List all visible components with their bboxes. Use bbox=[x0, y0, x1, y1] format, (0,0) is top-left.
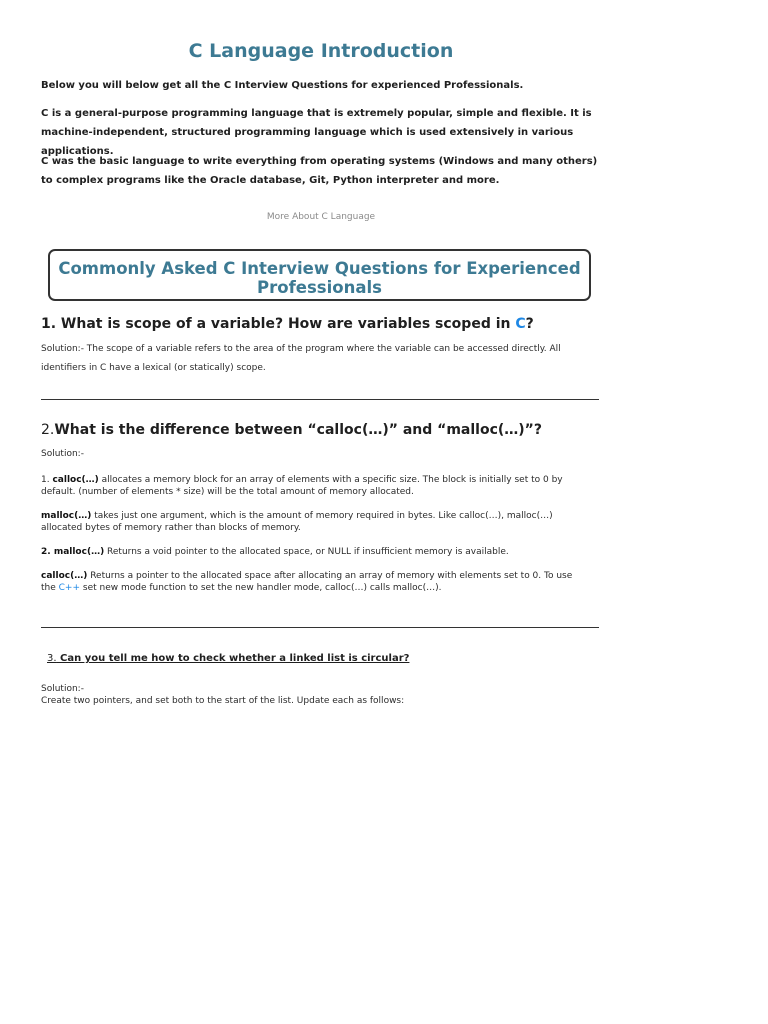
question-1-solution: Solution:- The scope of a variable refers to the area of the program where the variable can be accessed directly. All identifiers in C have a lexical (or statically) scope. bbox=[41, 344, 561, 373]
question-1-end: ? bbox=[525, 316, 534, 332]
divider-1 bbox=[41, 399, 599, 400]
calloc-returns-text-b: set new mode function to set the new handler mode, calloc(…) calls malloc(…). bbox=[80, 583, 442, 593]
cpp-link[interactable]: C++ bbox=[58, 583, 81, 593]
intro-paragraph-1: Below you will below get all the C Interview Questions for experienced Professionals. bbox=[41, 80, 524, 91]
question-3-solution-text: Create two pointers, and set both to the start of the list. Update each as follows: bbox=[41, 696, 405, 706]
intro-paragraph-2: C is a general-purpose programming language that is extremely popular, simple and flexible. It is machine-independent, structured programming language which is used extensively in various applications. bbox=[41, 108, 592, 157]
malloc-description bbox=[41, 510, 586, 534]
malloc-text: takes just one argument, which is the amount of memory required in bytes. Like calloc(…), malloc(…) allocated bytes of memory rather than blocks of memory. bbox=[41, 511, 553, 533]
question-3-solution-label: Solution:- bbox=[41, 684, 84, 694]
calloc-text: allocates a memory block for an array of elements with a specific size. The block is initially set to 0 by default. (number of elements * size) will be the total amount of memory allocated. bbox=[41, 475, 563, 497]
malloc-term: malloc(…) bbox=[41, 511, 92, 521]
question-1-heading bbox=[41, 316, 611, 332]
more-about-c-link[interactable]: More About C Language bbox=[266, 212, 376, 222]
intro-paragraph-3: C was the basic language to write everything from operating systems (Windows and many others) to complex programs like the Oracle database, Git, Python interpreter and more. bbox=[41, 156, 598, 186]
question-2-heading bbox=[41, 422, 611, 438]
question-2-number: 2. bbox=[41, 422, 55, 438]
calloc-term: calloc(…) bbox=[52, 475, 99, 485]
item-number: 1. bbox=[41, 475, 53, 485]
page-title: C Language Introduction bbox=[188, 40, 454, 62]
question-3-text: Can you tell me how to check whether a linked list is circular? bbox=[56, 653, 410, 664]
question-3-heading bbox=[47, 653, 409, 664]
calloc-returns-text-a: Returns a pointer to the allocated space after allocating an array of memory with elements set to 0. To use the bbox=[41, 571, 573, 593]
question-3-number: 3. bbox=[47, 653, 57, 664]
question-1-text: 1. What is scope of a variable? How are variables scoped in bbox=[41, 316, 516, 332]
section-title: Commonly Asked C Interview Questions for Experienced Professionals bbox=[58, 259, 581, 297]
c-link[interactable]: C bbox=[515, 316, 526, 332]
question-2-text: What is the difference between “calloc(…)” and “malloc(…)”? bbox=[54, 422, 542, 438]
question-2-solution-label: Solution:- bbox=[41, 449, 84, 459]
divider-2 bbox=[41, 627, 599, 628]
malloc-returns-text: Returns a void pointer to the allocated space, or NULL if insufficient memory is available. bbox=[104, 547, 509, 557]
calloc-returns bbox=[41, 570, 586, 594]
calloc-returns-term: calloc(…) bbox=[41, 571, 88, 581]
calloc-description bbox=[41, 474, 586, 498]
malloc-returns-term: 2. malloc(…) bbox=[41, 547, 105, 557]
malloc-returns bbox=[41, 546, 586, 558]
section-title-box bbox=[48, 249, 591, 301]
